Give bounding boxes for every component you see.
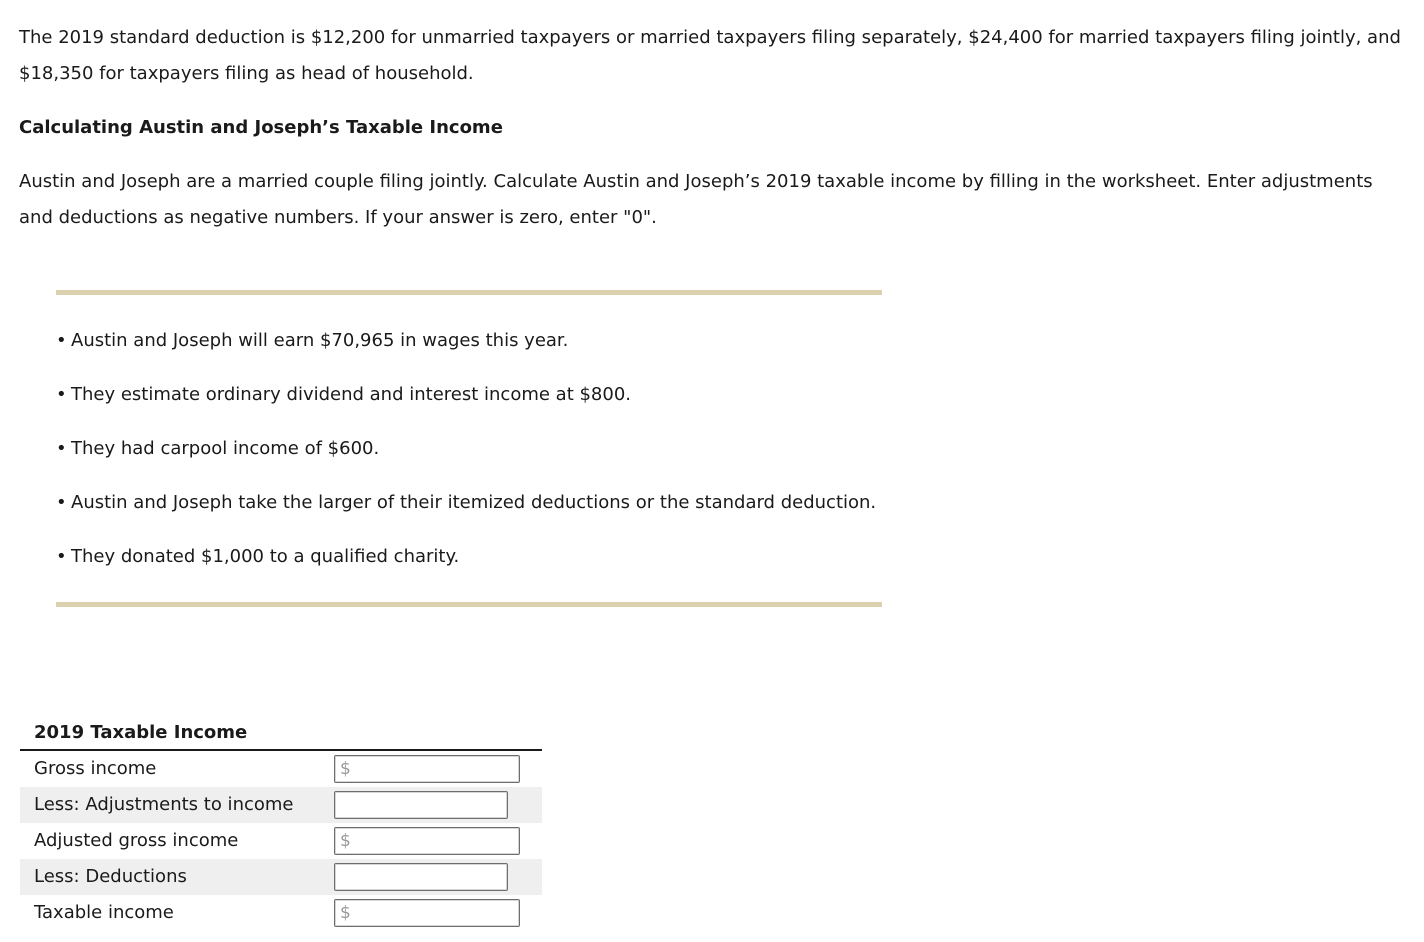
agi-input[interactable] — [353, 830, 516, 852]
bullet-icon: • — [56, 384, 67, 405]
agi-label: Adjusted gross income — [34, 830, 239, 851]
gross-income-field[interactable] — [334, 755, 520, 783]
taxable-income-input[interactable] — [353, 902, 516, 924]
deductions-label: Less: Deductions — [34, 866, 187, 887]
table-row — [20, 895, 542, 931]
table-row — [20, 751, 542, 787]
fact-deduction-choice: Austin and Joseph take the larger of their itemized deductions or the standard deduction. — [71, 492, 877, 513]
table-row — [20, 787, 542, 823]
deductions-field[interactable] — [334, 863, 508, 891]
taxable-income-label: Taxable income — [34, 902, 174, 923]
list-item — [56, 377, 916, 431]
gross-income-label: Gross income — [34, 758, 157, 779]
bullet-icon: • — [56, 492, 67, 513]
bullet-icon: • — [56, 438, 67, 459]
list-item — [56, 485, 916, 539]
worksheet-instructions: Austin and Joseph are a married couple filing jointly. Calculate Austin and Joseph’s 2019 taxable income by filling in the worksheet. Enter adjustments and deductions as negative numbers. If your answer is zero, enter "0". — [19, 171, 1373, 228]
taxable-income-worksheet — [20, 715, 542, 931]
table-row — [20, 859, 542, 895]
facts-top-divider — [56, 290, 882, 295]
adjustments-field[interactable] — [334, 791, 508, 819]
agi-field[interactable] — [334, 827, 520, 855]
list-item — [56, 323, 916, 377]
fact-carpool: They had carpool income of $600. — [71, 438, 380, 459]
facts-list — [56, 323, 916, 593]
dollar-sign-icon: $ — [340, 903, 351, 923]
fact-charity: They donated $1,000 to a qualified charity. — [71, 546, 460, 567]
table-row — [20, 823, 542, 859]
fact-dividends: They estimate ordinary dividend and interest income at $800. — [71, 384, 632, 405]
section-title: Calculating Austin and Joseph’s Taxable Income — [19, 117, 503, 138]
deductions-input[interactable] — [339, 866, 504, 888]
list-item — [56, 539, 916, 593]
dollar-sign-icon: $ — [340, 831, 351, 851]
adjustments-label: Less: Adjustments to income — [34, 794, 294, 815]
bullet-icon: • — [56, 546, 67, 567]
adjustments-input[interactable] — [339, 794, 504, 816]
list-item — [56, 431, 916, 485]
worksheet-title: 2019 Taxable Income — [20, 715, 542, 751]
fact-wages: Austin and Joseph will earn $70,965 in wages this year. — [71, 330, 569, 351]
facts-bottom-divider — [56, 602, 882, 607]
bullet-icon: • — [56, 330, 67, 351]
gross-income-input[interactable] — [353, 758, 516, 780]
standard-deduction-intro: The 2019 standard deduction is $12,200 for unmarried taxpayers or married taxpayers filing separately, $24,400 for married taxpayers filing jointly, and $18,350 for taxpayers filing as head of household. — [19, 27, 1401, 84]
dollar-sign-icon: $ — [340, 759, 351, 779]
taxable-income-field[interactable] — [334, 899, 520, 927]
